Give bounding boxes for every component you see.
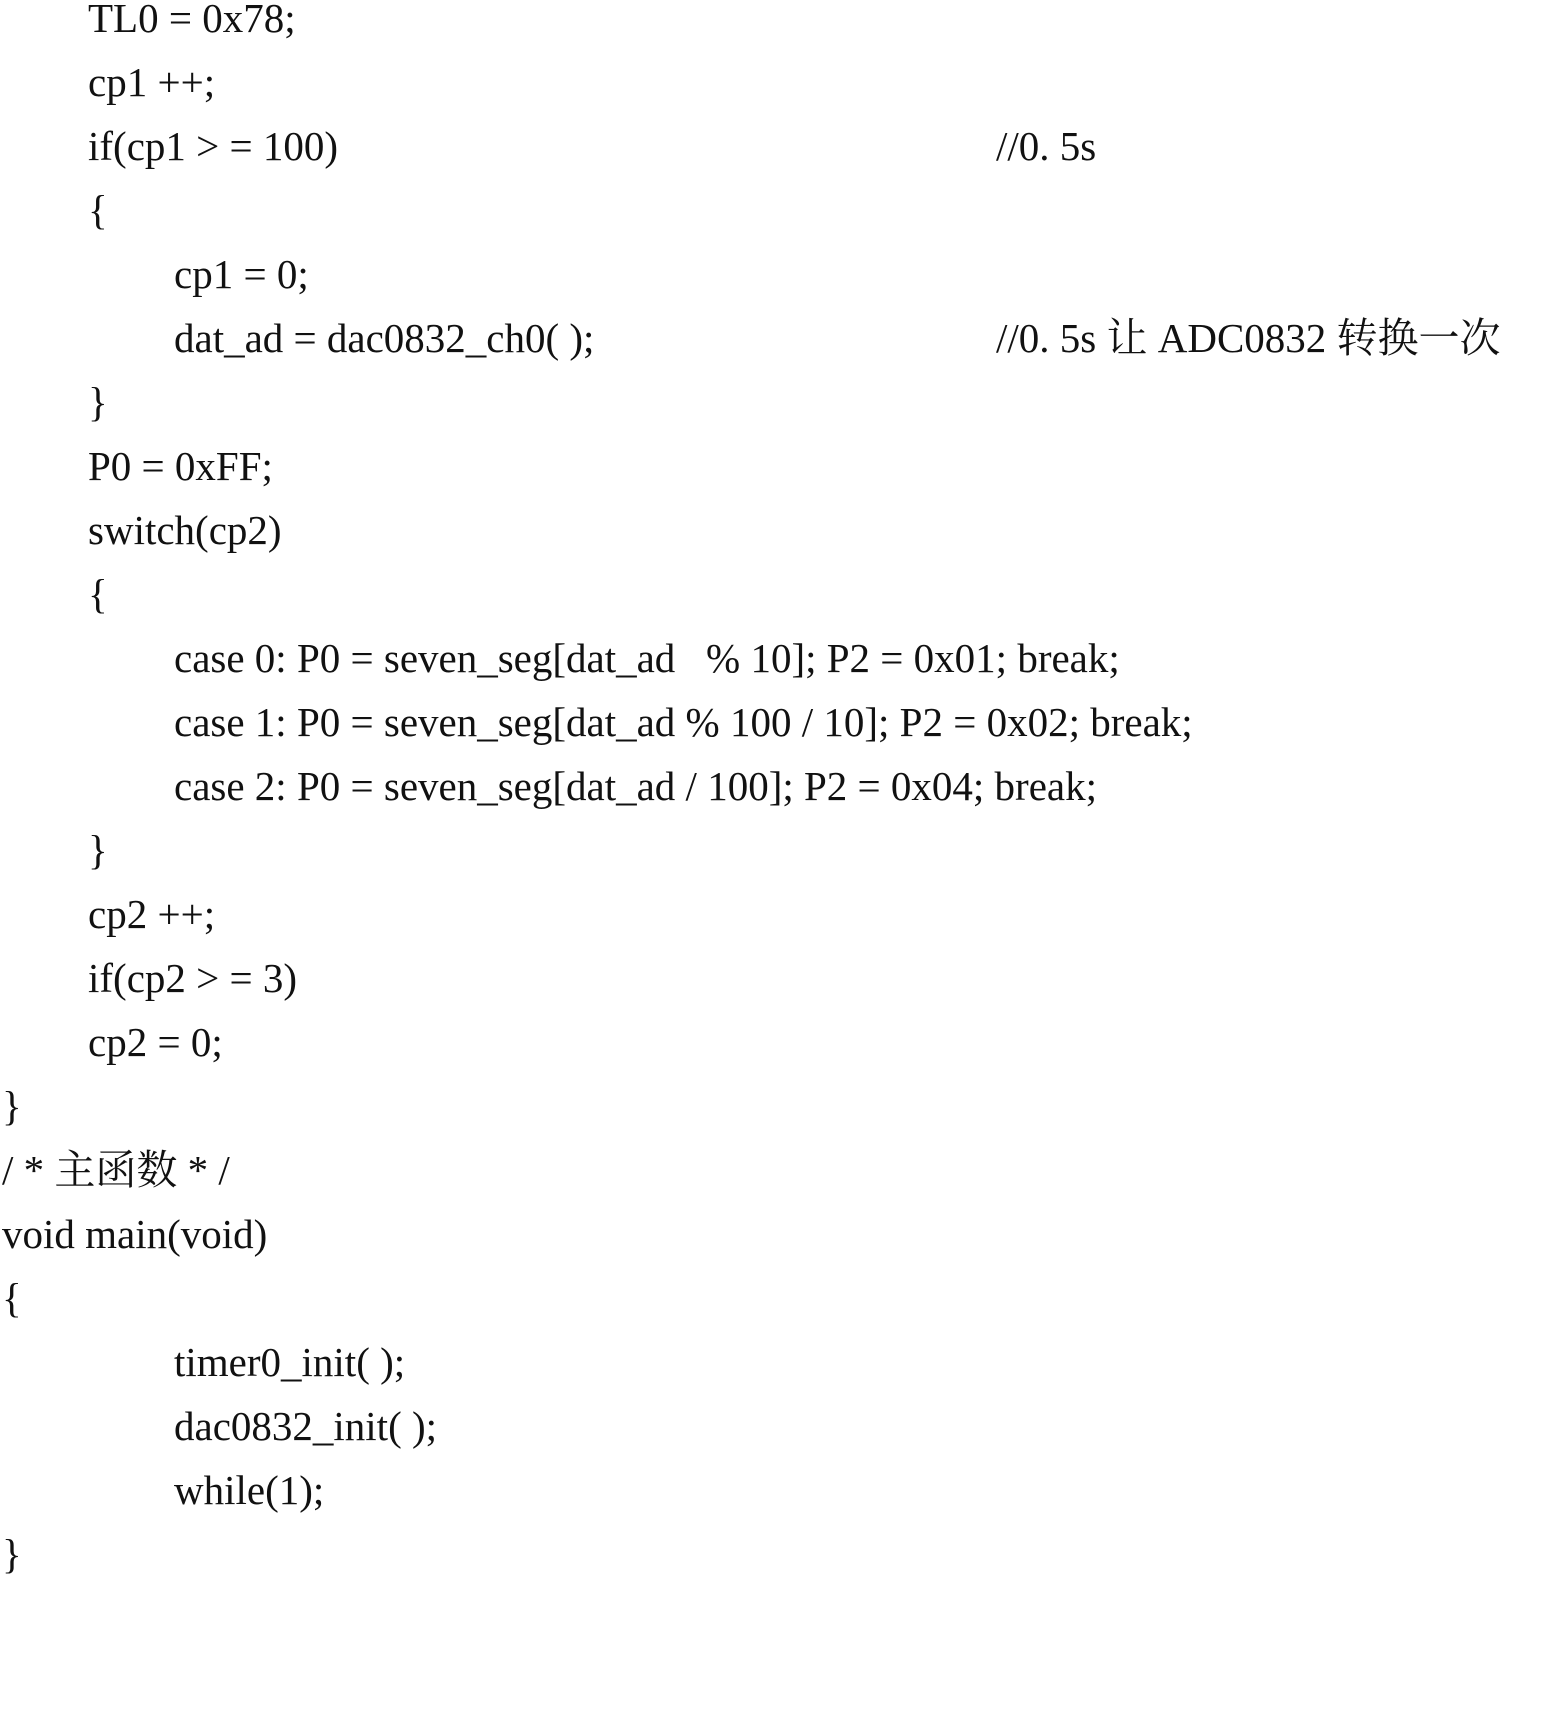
code-line xyxy=(0,754,1098,818)
code-comment: //0. 5s 让 ADC0832 转换一次 xyxy=(996,315,1501,361)
code-line xyxy=(0,0,296,50)
code-text: dac0832_init( ); xyxy=(174,1403,438,1449)
code-line xyxy=(0,818,108,882)
code-text: cp1 ++; xyxy=(88,59,216,105)
code-text: / * 主函数 * / xyxy=(2,1147,230,1193)
code-line xyxy=(0,1522,41,1586)
code-text: cp2 = 0; xyxy=(88,1019,223,1065)
code-text: cp2 ++; xyxy=(88,891,216,937)
code-line xyxy=(0,1074,41,1138)
code-line xyxy=(0,882,216,946)
code-text: TL0 = 0x78; xyxy=(88,0,296,41)
code-text: { xyxy=(2,1275,22,1321)
code-text: case 2: P0 = seven_seg[dat_ad / 100]; P2 = 0x04; break; xyxy=(174,763,1098,809)
code-text: } xyxy=(2,1083,22,1129)
code-line xyxy=(0,626,1120,690)
code-text: } xyxy=(88,827,108,873)
code-line xyxy=(0,946,298,1010)
code-text: dat_ad = dac0832_ch0( ); xyxy=(174,315,595,361)
code-line xyxy=(0,370,108,434)
code-text: { xyxy=(88,187,108,233)
code-comment: //0. 5s xyxy=(996,123,1097,169)
code-text: P0 = 0xFF; xyxy=(88,443,273,489)
code-line xyxy=(0,1010,223,1074)
code-text: cp1 = 0; xyxy=(174,251,309,297)
code-text: case 0: P0 = seven_seg[dat_ad % 10]; P2 = 0x01; break; xyxy=(174,635,1120,681)
code-line xyxy=(0,498,282,562)
code-line xyxy=(0,50,216,114)
code-line xyxy=(0,562,108,626)
code-text: case 1: P0 = seven_seg[dat_ad % 100 / 10]; P2 = 0x02; break; xyxy=(174,699,1193,745)
code-line xyxy=(0,306,1501,370)
code-line xyxy=(0,114,1097,178)
code-line xyxy=(0,1202,268,1266)
code-line xyxy=(0,1458,325,1522)
code-text: if(cp2 > = 3) xyxy=(88,955,298,1001)
code-text: } xyxy=(2,1531,22,1577)
code-line xyxy=(0,1266,41,1330)
code-text: void main(void) xyxy=(2,1211,268,1257)
code-text: } xyxy=(88,379,108,425)
code-text: switch(cp2) xyxy=(88,507,282,553)
code-line xyxy=(0,242,309,306)
code-line xyxy=(0,1138,230,1202)
code-line xyxy=(0,1394,438,1458)
code-text: if(cp1 > = 100) xyxy=(88,123,339,169)
code-line xyxy=(0,178,108,242)
code-text: while(1); xyxy=(174,1467,325,1513)
code-text: timer0_init( ); xyxy=(174,1339,406,1385)
code-line xyxy=(0,434,273,498)
code-text: { xyxy=(88,571,108,617)
code-line xyxy=(0,690,1193,754)
code-line xyxy=(0,1330,406,1394)
